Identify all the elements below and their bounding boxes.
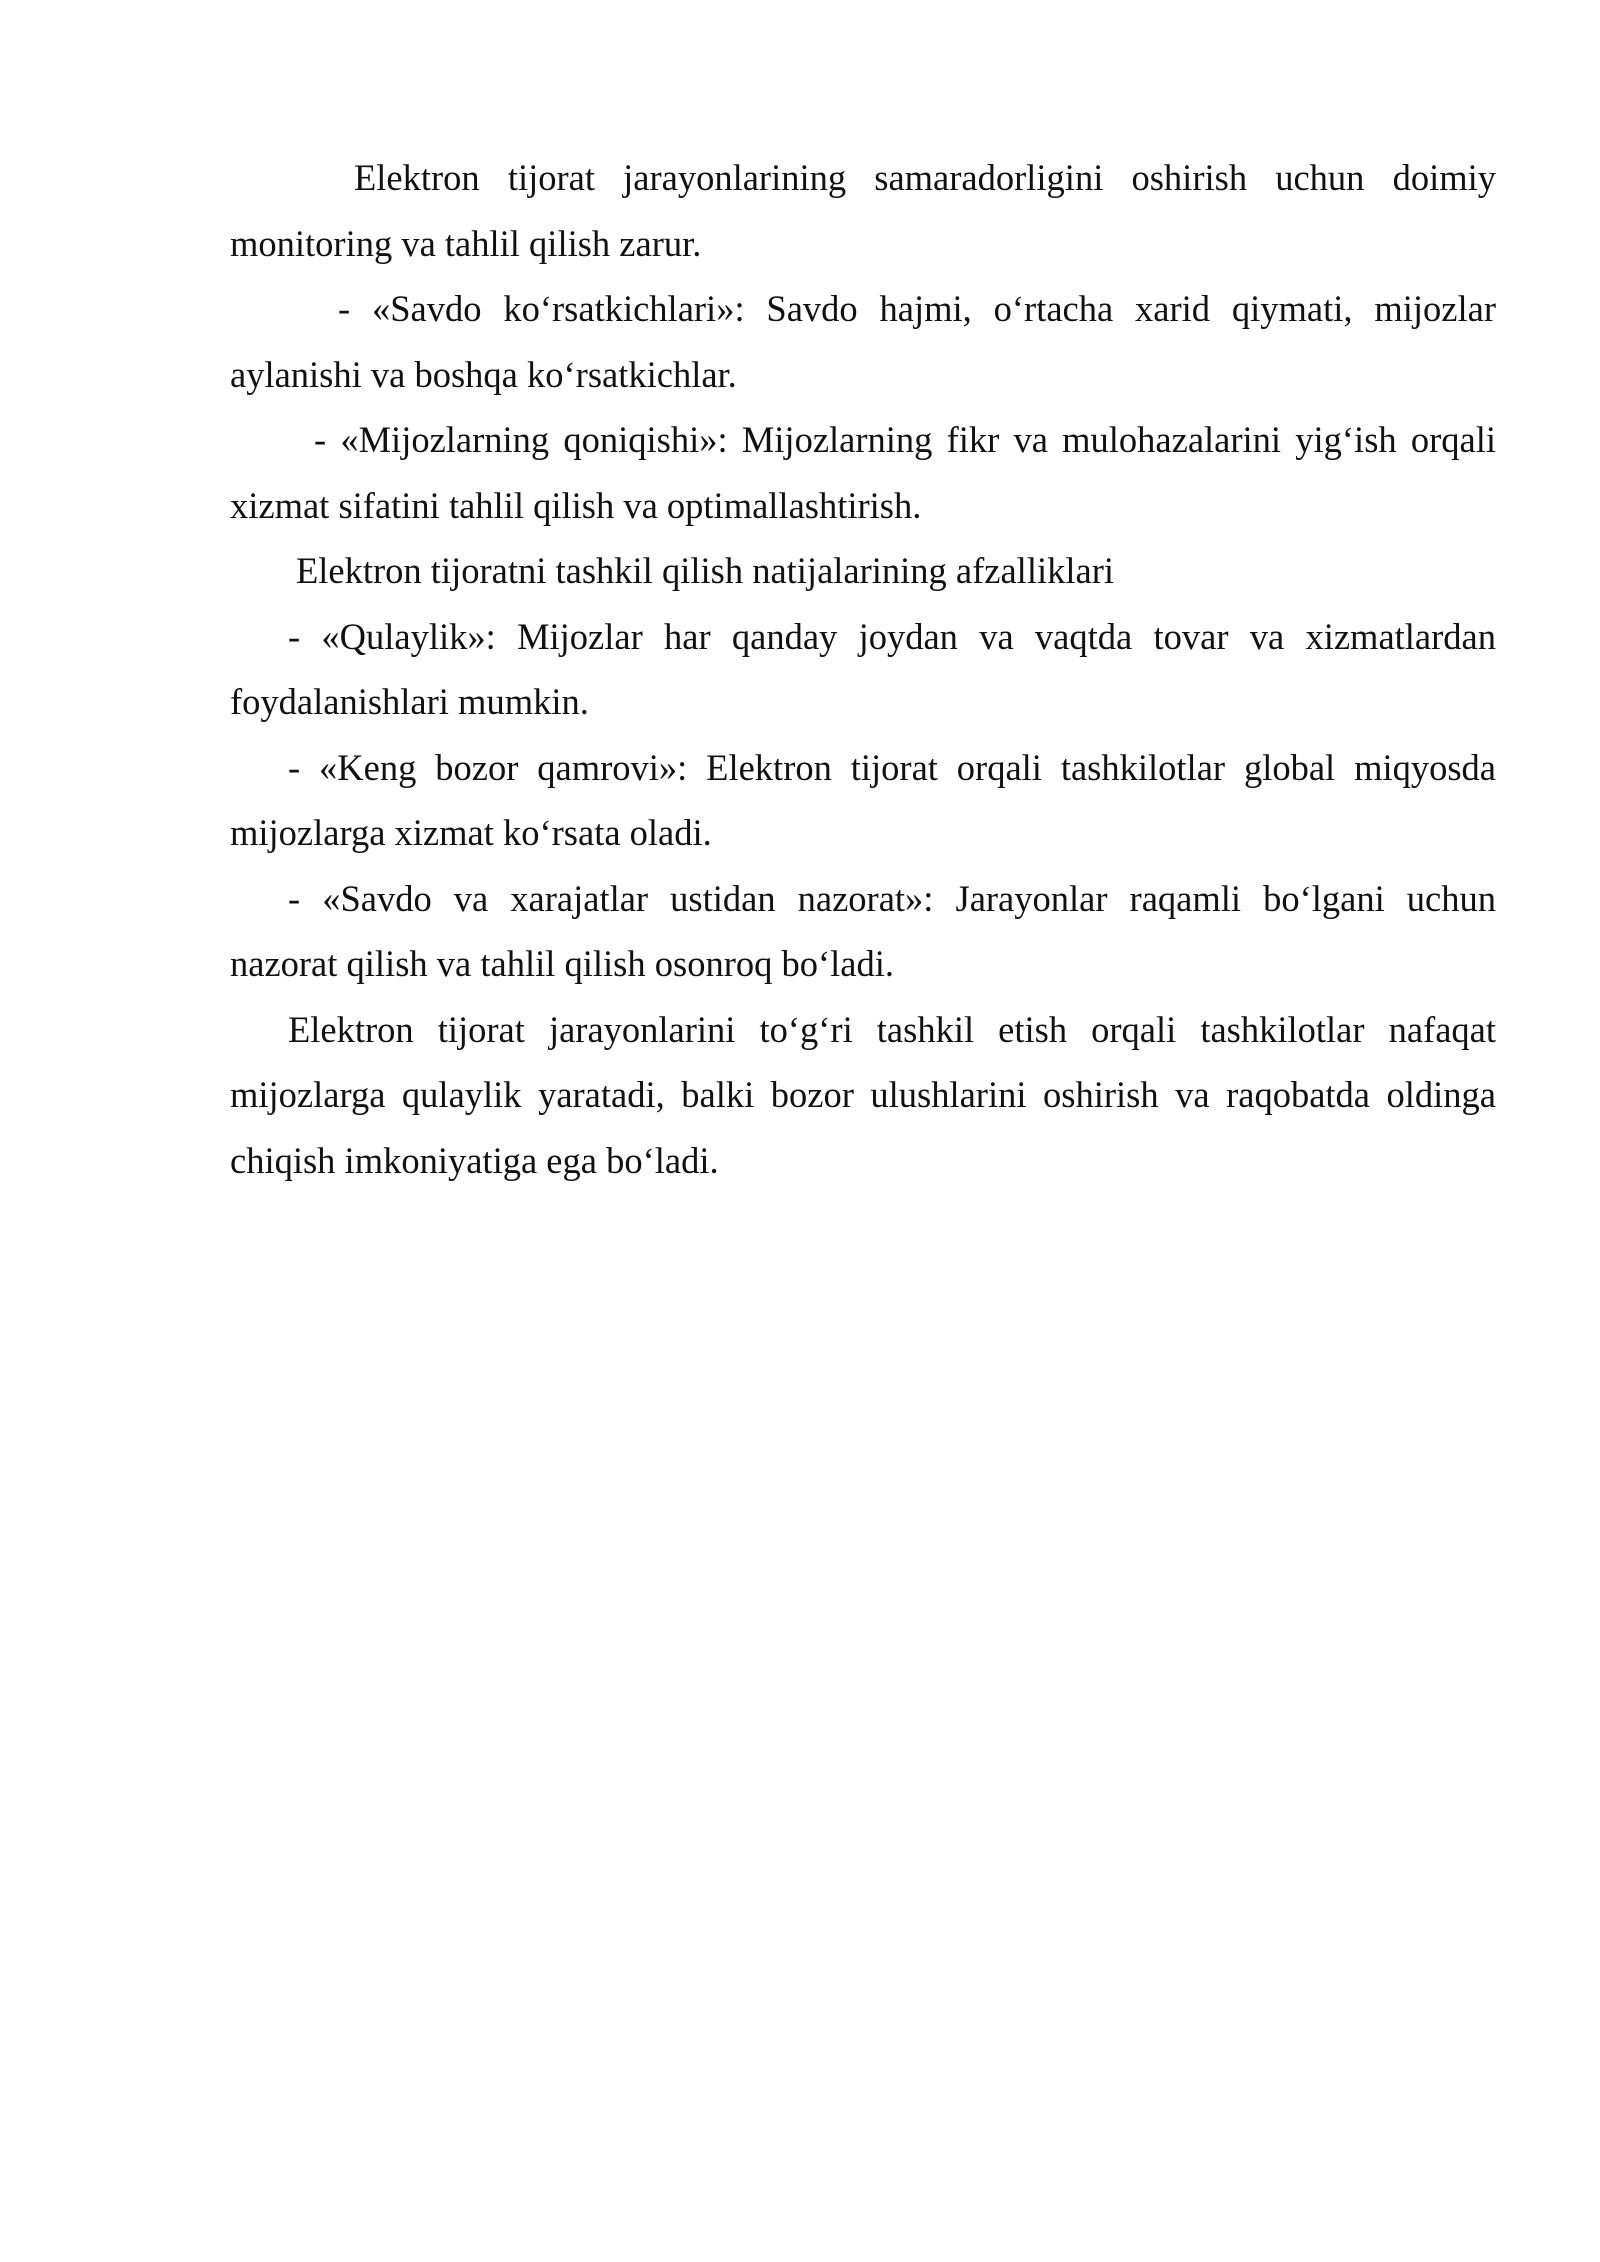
paragraph-conclusion: Elektron tijorat jarayonlarini to‘g‘ri tashkil etish orqali tashkilotlar nafaqat mijozlarga qulaylik yaratadi, balki bozor ulushlarini oshirish va raqobatda oldinga chiqish imkoniyatiga ega bo‘ladi.	[230, 1008, 1496, 1181]
paragraph-convenience: - «Qulaylik»: Mijozlar har qanday joydan va vaqtda tovar va xizmatlardan foydalanishlari mumkin.	[230, 615, 1496, 722]
paragraph-sales-indicators: - «Savdo ko‘rsatkichlari»: Savdo hajmi, o‘rtacha xarid qiymati, mijozlar aylanishi va boshqa ko‘rsatkichlar.	[230, 288, 1496, 395]
paragraph-monitoring-intro: Elektron tijorat jarayonlarining samaradorligini oshirish uchun doimiy monitoring va tahlil qilish zarur.	[230, 157, 1496, 264]
document-body	[230, 145, 1496, 1193]
paragraph-cost-control: - «Savdo va xarajatlar ustidan nazorat»: Jarayonlar raqamli bo‘lgani uchun nazorat qilish va tahlil qilish osonroq bo‘ladi.	[230, 877, 1496, 984]
paragraph-advantages-heading: Elektron tijoratni tashkil qilish natijalarining afzalliklari	[296, 550, 1114, 591]
paragraph-market-coverage: - «Keng bozor qamrovi»: Elektron tijorat orqali tashkilotlar global miqyosda mijozlarga xizmat ko‘rsata oladi.	[230, 746, 1496, 853]
paragraph-customer-satisfaction: - «Mijozlarning qoniqishi»: Mijozlarning fikr va mulohazalarini yig‘ish orqali xizmat sifatini tahlil qilish va optimallashtirish.	[230, 419, 1496, 526]
